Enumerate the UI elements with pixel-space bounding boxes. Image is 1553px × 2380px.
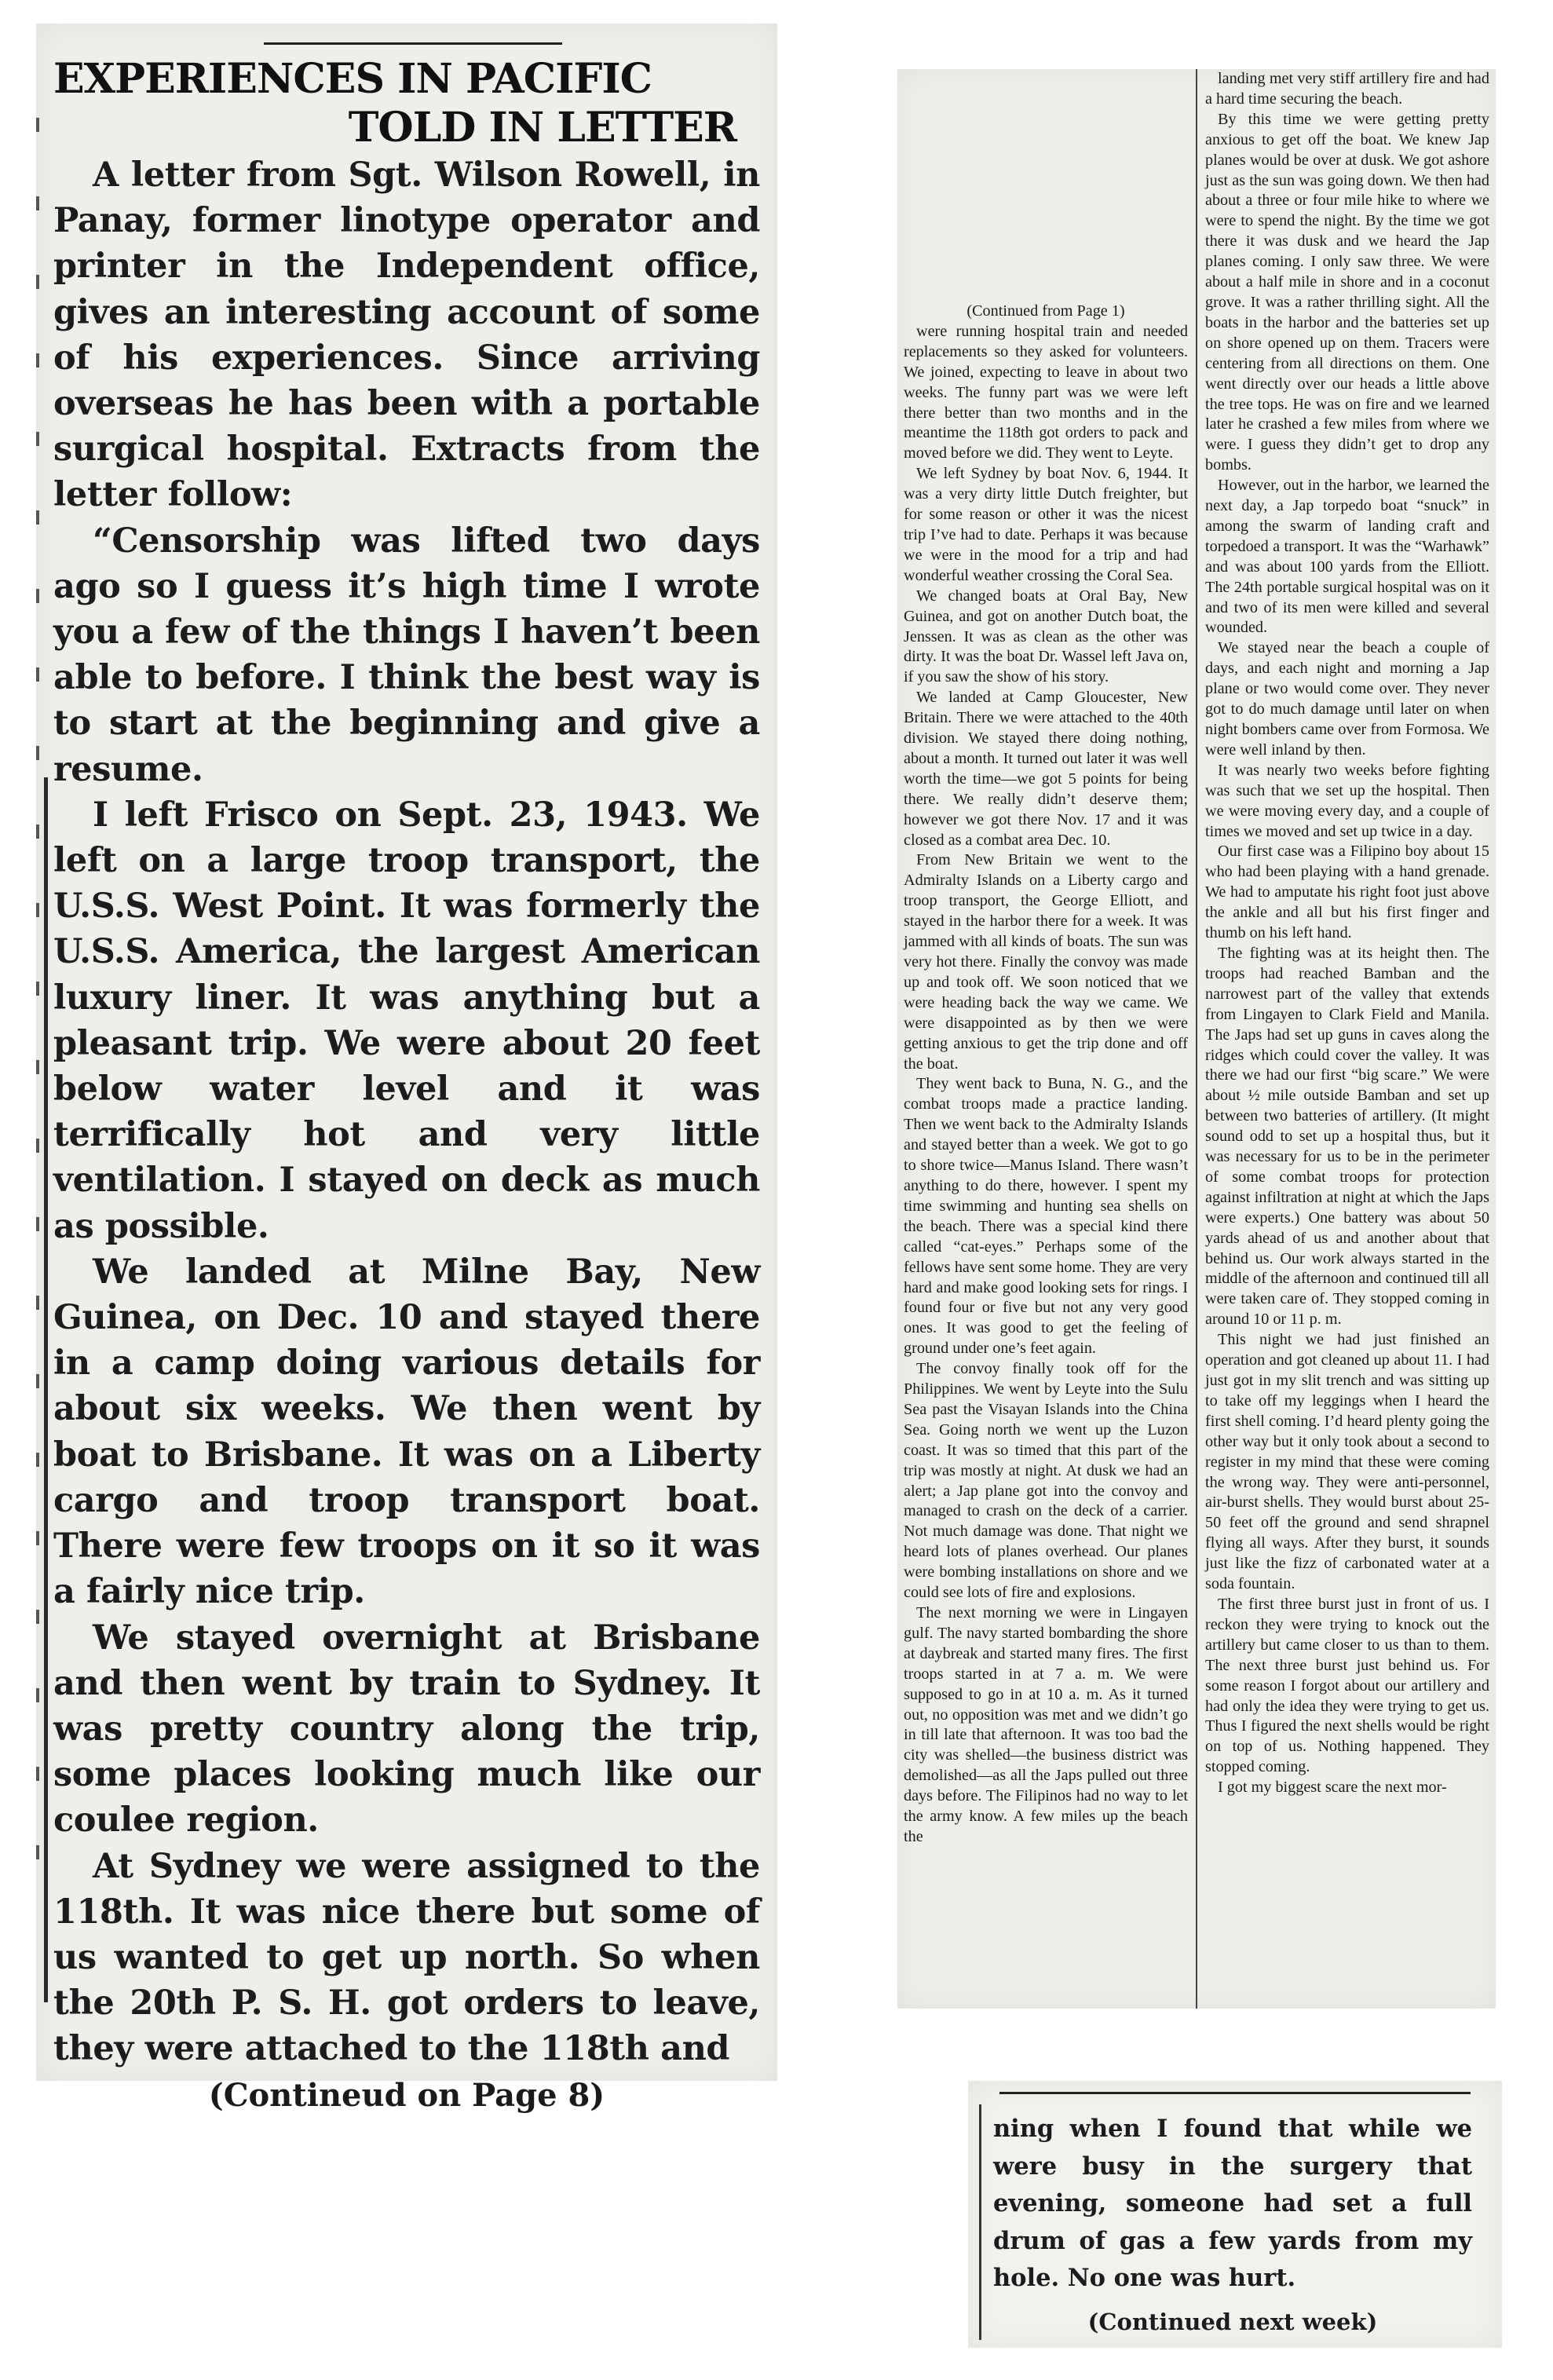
paragraph: The convoy finally took off for the Philippines. We went by Leyte into the Sulu Sea past the Visayan Islands into the China Sea. Going north we went up the Luzon coast. It was so timed that this part of the trip was mostly at night. At dusk we had an alert; a Jap plane got into the convoy and managed to crash on the deck of a carrier. Not much damage was done. That night we heard lots of planes overhead. Our planes were bombing installations on shore and we could see lots of fire and explosions. [904, 1360, 1188, 1602]
continuation-right-column [1205, 69, 1489, 1798]
column-rule [44, 777, 48, 2002]
continued-notice: (Contineud on Page 8) [208, 2076, 605, 2114]
article-column [53, 24, 760, 2114]
column-rule [979, 2104, 981, 2340]
continued-next-week: (Continued next week) [1087, 2308, 1378, 2335]
paragraph: I got my biggest scare the next mor- [1218, 1779, 1447, 1797]
paragraph: Our first case was a Filipino boy about 15 who had been playing with a hand grenade. We had to amputate his right foot just above the ankle and all but his first finger and thumb on his left hand. [1205, 843, 1489, 942]
top-rule [999, 2092, 1471, 2094]
headline-line-1: EXPERIENCES IN PACIFIC [53, 55, 652, 103]
ending-column [993, 2111, 1472, 2341]
paragraph: This night we had just finished an operation and got cleaned up about 11. I had just got in my slit trench and was sitting up to take off my leggings when I heard the first shell coming. I’d heard plenty going the other way but it only took about a second to register in my mind that these were coming the wrong way. They were anti-personnel, air-burst shells. They would burst about 25-50 feet off the ground and send shrapnel flying all ways. After they burst, it sounds just like the fizz of carbonated water at a soda fountain. [1205, 1331, 1489, 1593]
headline [53, 55, 760, 152]
clipping-main-article [36, 24, 777, 2114]
paragraph: We stayed near the beach a couple of days, and each night and morning a Jap plane or two would come over. They never got to do much damage until later on when night bombers came over from Formosa. We were well inland by then. [1205, 639, 1489, 759]
column-edge-marks [36, 118, 39, 1924]
paragraph: The first three burst just in front of us. I reckon they were trying to knock out the artillery but came closer to us than to them. The next three burst just behind us. For some reason I forgot about our artillery and had only the idea they were trying to get us. Thus I figured the next shells would be right on top of us. Nothing happened. They stopped coming. [1205, 1595, 1489, 1776]
clipping-continuation [897, 69, 1496, 2009]
paragraph: From New Britain we went to the Admiralty Islands on a Liberty cargo and troop transport, the George Elliott, and stayed in the harbor there for a week. It was jammed with all kinds of boats. The sun was very hot there. Finally the convoy was made up and took off. We soon noticed that we were heading back the way we came. We were disappointed as by then we were getting anxious to get the trip done and off the boat. [904, 851, 1188, 1073]
paragraph: I left Frisco on Sept. 23, 1943. We left on a large troop transport, the U.S.S. West Point. It was formerly the U.S.S. America, the largest American luxury liner. It was anything but a pleasant trip. We were about 20 feet below water level and it was terrifically hot and very little ventilation. I stayed on deck as much as possible. [53, 795, 760, 1246]
continued-from-label: (Continued from Page 1) [967, 302, 1125, 320]
paragraph: We landed at Milne Bay, New Guinea, on Dec. 10 and stayed there in a camp doing various details for about six weeks. We then went by boat to Brisbane. It was on a Liberty cargo and troop transport boat. There were few troops on it so it was a fairly nice trip. [53, 1252, 760, 1612]
paragraph: We changed boats at Oral Bay, New Guinea, and got on another Dutch boat, the Jenssen. It was as clean as the other was dirty. It was the boat Dr. Wassel left Java on, if you saw the show of his story. [904, 587, 1188, 686]
headline-line-2: TOLD IN LETTER [348, 104, 736, 152]
paragraph: A letter from Sgt. Wilson Rowell, in Panay, former linotype operator and printer in the Independent office, gives an interesting account of some of his experiences. Since arriving overseas he has been with a portable surgical hospital. Extracts from the letter follow: [53, 155, 760, 515]
paragraph: We landed at Camp Gloucester, New Britain. There we were attached to the 40th division. We stayed there doing nothing, about a month. It turned out later it was well worth the time—we got 5 points for being there. We really didn’t deserve them; however we got there Nov. 17 and it was closed as a combat area Dec. 10. [904, 689, 1188, 849]
continuation-left-column [904, 302, 1188, 1848]
paragraph: The next morning we were in Lingayen gulf. The navy started bombarding the shore at daybreak and started many fires. The first troops started in at 7 a. m. We were supposed to go in at 10 a. m. As it turned out, no opposition was met and we didn’t go in till late that afternoon. It was too bad the city was shelled—the business district was demolished—as all the Japs pulled out three days before. The Filipinos had no way to let the army know. A few miles up the beach the [904, 1604, 1188, 1845]
article-body [53, 152, 760, 2072]
paragraph: It was nearly two weeks before fighting was such that we set up the hospital. Then we were moving every day, and a couple of times we moved and set up twice in a day. [1205, 761, 1489, 840]
paragraph: We stayed overnight at Brisbane and then went by train to Sydney. It was pretty country along the trip, some places looking much like our coulee region. [53, 1618, 760, 1841]
paragraph: By this time we were getting pretty anxious to get off the boat. We knew Jap planes would be over at dusk. We got ashore just as the sun was going down. We then had about a three or four mile hike to where we were to spend the night. By the time we got there it was dusk and we heard the Jap planes coming. I only saw three. We were about a half mile in shore and in a coconut grove. It was a rather thrilling sight. All the boats in the harbor and the batteries set up on shore opened up on them. Tracers were centering from all directions on them. One went directly over our heads a little above the tree tops. He was on fire and we learned later he crashed a few miles from where we were. I guess they didn’t get to drop any bombs. [1205, 110, 1489, 474]
paragraph: “Censorship was lifted two days ago so I guess it’s high time I wrote you a few of the things I haven’t been able to before. I think the best way is to start at the beginning and give a resume. [53, 521, 760, 789]
paragraph: ning when I found that while we were busy in the surgery that evening, someone had set a full drum of gas a few yards from my hole. No one was hurt. [993, 2115, 1472, 2292]
column-divider [1196, 69, 1197, 2009]
paragraph: The fighting was at its height then. The troops had reached Bamban and the narrowest part of the valley that extends from Lingayen to Clark Field and Manila. The Japs had set up guns in caves along the ridges which could cover the valley. It was there we had our first “big scare.” We were about ½ mile outside Bamban and set up between two batteries of artillery. (It might sound odd to set up a hospital thus, but it was necessary for us to be in the perimeter of some combat troops for protection against infiltration at night at which the Japs were experts.) One battery was about 50 yards ahead of us and another about that behind us. Our work always started in the middle of the afternoon and continued till all were taken care of. They stopped coming in around 10 or 11 p. m. [1205, 944, 1489, 1329]
paragraph: We left Sydney by boat Nov. 6, 1944. It was a very dirty little Dutch freighter, but for some reason or other it was the nicest trip I’ve had to date. Perhaps it was because we were in the mood for a trip and had wonderful weather crossing the Coral Sea. [904, 465, 1188, 584]
paragraph: At Sydney we were assigned to the 118th. It was nice there but some of us wanted to get up north. So when the 20th P. S. H. got orders to leave, they were attached to the 118th and [53, 1846, 760, 2069]
clipping-ending [968, 2081, 1502, 2348]
paragraph: However, out in the harbor, we learned the next day, a Jap torpedo boat “snuck” in among the swarm of landing craft and torpedoed a transport. It was the “Warhawk” and was about 100 yards from the Elliott. The 24th portable surgical hospital was on it and two of its men were killed and several wounded. [1205, 477, 1489, 637]
paragraph: They went back to Buna, N. G., and the combat troops made a practice landing. Then we went back to the Admiralty Islands and stayed better than a week. We got to go to shore twice—Manus Island. There wasn’t anything to do there, however. I spent my time swimming and hunting sea shells on the beach. There was a special kind there called “cat-eyes.” Perhaps some of the fellows have sent some home. They are very hard and make good looking sets for rings. I found four or five but not any very good ones. It was good to get the feeling of ground under one’s feet again. [904, 1075, 1188, 1358]
paragraph: were running hospital train and needed replacements so they asked for volunteers. We joined, expecting to leave in about two weeks. The funny part was we were left there better than two months and in the meantime the 118th got orders to pack and moved before we did. They went to Leyte. [904, 322, 1188, 462]
paragraph: landing met very stiff artillery fire and had a hard time securing the beach. [1205, 70, 1489, 108]
